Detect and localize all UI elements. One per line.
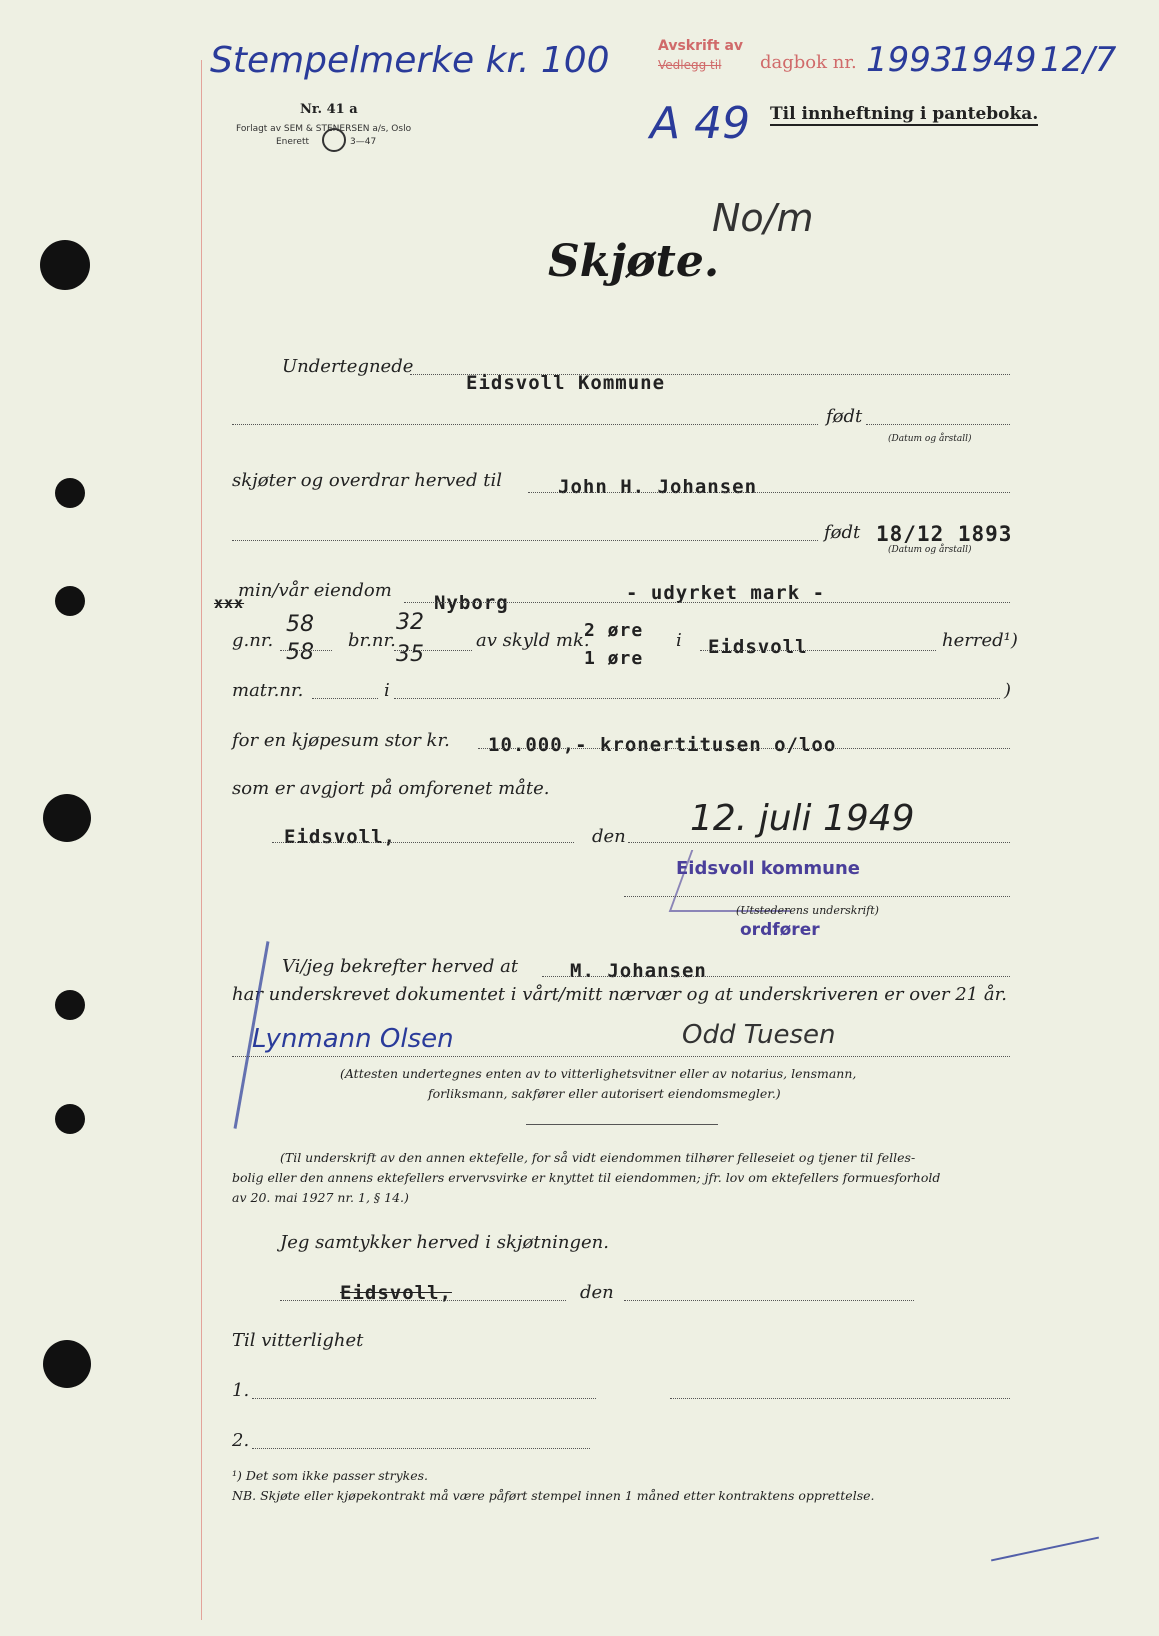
skyld-value-1: 2 øre xyxy=(584,620,644,641)
dotted-line xyxy=(232,1056,1010,1057)
dotted-line xyxy=(866,424,1010,425)
vi-jeg-text: Vi/jeg bekrefter herved at xyxy=(282,956,519,977)
struck-prefix: xxx xyxy=(214,594,245,612)
gnr-value-2: 58 xyxy=(286,640,314,665)
kjopesum-label: for en kjøpesum stor kr. xyxy=(232,730,450,751)
matrnr-label: matr.nr. xyxy=(232,680,304,701)
punch-hole xyxy=(43,794,91,842)
buyer-birth-date: 18/12 1893 xyxy=(876,522,1013,546)
dotted-line xyxy=(272,842,574,843)
dotted-line xyxy=(624,896,1010,897)
punch-hole xyxy=(55,990,85,1020)
eiendom-label: min/vår eiendom xyxy=(238,580,392,601)
property-type: - udyrket mark - xyxy=(626,582,826,604)
kjopesum-value: 10.000,- kronertitusen o/loo xyxy=(488,734,837,756)
den-label-2: den xyxy=(580,1282,614,1303)
handwritten-date: 12. juli 1949 xyxy=(690,798,915,839)
fodt-label: født xyxy=(824,522,861,543)
skyld-value-2: 1 øre xyxy=(584,648,644,669)
i-label: i xyxy=(676,630,682,651)
publisher-enerett: Enerett xyxy=(276,137,310,147)
matr-close: ) xyxy=(1004,680,1012,701)
buyer-name: John H. Johansen xyxy=(558,476,758,498)
issuer-signature-scribble xyxy=(669,850,814,912)
dotted-line xyxy=(252,1398,596,1399)
dotted-line xyxy=(478,748,1010,749)
dotted-line xyxy=(394,650,472,651)
undertegnede-label: Undertegnede xyxy=(282,356,414,377)
dotted-line xyxy=(410,374,1010,375)
fodt-label: født xyxy=(826,406,863,427)
datum-hint: (Datum og årstall) xyxy=(888,434,972,444)
dotted-line xyxy=(624,1300,914,1301)
skjoter-label: skjøter og overdrar herved til xyxy=(232,470,502,491)
brnr-value-2: 35 xyxy=(396,642,424,667)
attest-note-line-1: (Attesten undertegnes enten av to vitterlighetsvitner eller av notarius, lensmann, xyxy=(340,1066,857,1081)
punch-hole xyxy=(55,1104,85,1134)
publisher-logo-icon xyxy=(322,128,346,152)
title-annotation: No/m xyxy=(712,196,814,240)
stamp-fee-handwritten-note: Stempelmerke kr. 100 xyxy=(210,40,610,81)
dotted-line xyxy=(700,650,936,651)
witness-signature-2: Odd Tuesen xyxy=(682,1020,836,1050)
vedlegg-til-label: Vedlegg til xyxy=(658,58,722,72)
publisher-line: Forlagt av SEM & STENERSEN a/s, Oslo xyxy=(236,124,412,134)
vitterlighet-label: Til vitterlighet xyxy=(232,1330,364,1351)
den-label: den xyxy=(592,826,626,847)
witness-signature-1: Lynmann Olsen xyxy=(252,1024,454,1054)
dagbok-date: 12/7 xyxy=(1040,40,1117,80)
dotted-line xyxy=(670,1398,1010,1399)
gnr-label: g.nr. xyxy=(232,630,274,651)
brnr-value-1: 32 xyxy=(396,610,424,635)
red-margin-line xyxy=(201,60,202,1620)
dotted-line xyxy=(542,976,1010,977)
issuer-signature-caption: (Utstederens underskrift) xyxy=(736,904,879,917)
footnote-1: ¹) Det som ikke passer strykes. xyxy=(232,1468,429,1483)
avgjort-text: som er avgjort på omforenet måte. xyxy=(232,778,550,799)
dotted-line xyxy=(312,698,378,699)
place-value: Eidsvoll, xyxy=(284,826,396,848)
property-name: Nyborg xyxy=(434,592,509,614)
punch-hole xyxy=(40,240,90,290)
har-underskrevet-text: har underskrevet dokumentet i vårt/mitt nærvær og at underskriveren er over 21 år. xyxy=(232,984,1007,1005)
dotted-line xyxy=(404,602,1010,603)
place-value-2: Eidsvoll, xyxy=(340,1282,452,1304)
municipality-stamp: Eidsvoll kommune xyxy=(676,858,860,879)
dotted-line xyxy=(232,424,818,425)
dotted-line xyxy=(394,698,1000,699)
punch-hole xyxy=(55,478,85,508)
gnr-value-1: 58 xyxy=(286,612,314,637)
avskrift-av-label: Avskrift av xyxy=(658,38,744,54)
document-title: Skjøte. xyxy=(548,236,720,287)
witness-number-1: 1. xyxy=(232,1380,250,1401)
dotted-line xyxy=(280,650,332,651)
archive-reference: A 49 xyxy=(650,98,751,149)
brnr-label: br.nr. xyxy=(348,630,396,651)
dagbok-year: 1949 xyxy=(950,40,1037,80)
separator-rule xyxy=(526,1124,718,1125)
punch-hole xyxy=(55,586,85,616)
punch-hole xyxy=(43,1340,91,1388)
spouse-note-line-1: (Til underskrift av den annen ektefelle, for så vidt eiendommen tilhører felleseiet og tjener til felles- xyxy=(280,1150,916,1165)
spouse-note-line-2: bolig eller den annens ektefellers ervervsvirke er knyttet til eiendommen; jfr. lov om ektefellers formuesforhold xyxy=(232,1170,941,1185)
stray-pen-mark xyxy=(991,1537,1099,1562)
undertegnede-value: Eidsvoll Kommune xyxy=(466,372,666,394)
dotted-line xyxy=(232,540,818,541)
herred-label: herred¹) xyxy=(942,630,1018,651)
dotted-line xyxy=(280,1300,566,1301)
dotted-line xyxy=(628,842,1010,843)
herred-value: Eidsvoll xyxy=(708,636,808,658)
publisher-date: 3—47 xyxy=(350,137,377,147)
attest-note-line-2: forliksmann, sakfører eller autorisert eiendomsmegler.) xyxy=(428,1086,781,1101)
innheftning-label: Til innheftning i panteboka. xyxy=(770,104,1039,124)
spouse-note-line-3: av 20. mai 1927 nr. 1, § 14.) xyxy=(232,1190,409,1205)
ordforer-stamp: ordfører xyxy=(740,920,820,940)
matr-i-label: i xyxy=(384,680,390,701)
datum-hint: (Datum og årstall) xyxy=(888,545,972,555)
footnote-nb: NB. Skjøte eller kjøpekontrakt må være påført stempel innen 1 måned etter kontraktens opprettelse. xyxy=(232,1488,875,1503)
skyld-label: av skyld mk. xyxy=(476,630,590,651)
witness-subject: M. Johansen xyxy=(570,960,707,982)
form-number: Nr. 41 a xyxy=(300,102,358,117)
samtykke-text: Jeg samtykker herved i skjøtningen. xyxy=(280,1232,609,1253)
dotted-line xyxy=(252,1448,590,1449)
dagbok-label: dagbok nr. xyxy=(760,52,857,73)
dagbok-number: 1993 xyxy=(866,40,953,80)
dotted-line xyxy=(528,492,1010,493)
witness-number-2: 2. xyxy=(232,1430,250,1451)
